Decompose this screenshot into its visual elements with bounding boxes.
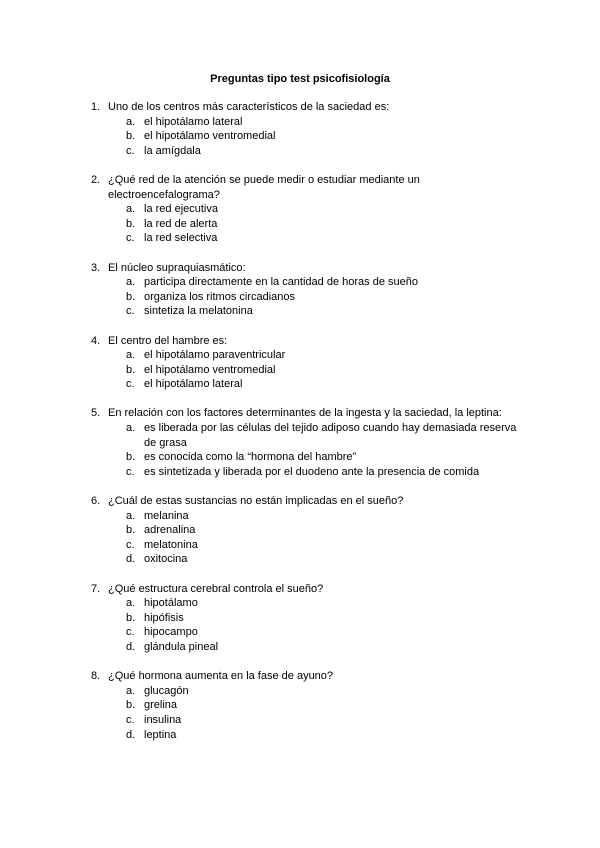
option-text: grelina: [144, 699, 178, 712]
question-text: El núcleo supraquiasmático:: [108, 261, 246, 274]
answer-option: [0, 450, 600, 465]
option-letter: b.: [126, 524, 136, 537]
option-text: hipocampo: [144, 626, 198, 639]
option-text: leptina: [144, 728, 177, 741]
option-text: adrenalina: [144, 524, 196, 537]
option-text: la red selectiva: [144, 232, 218, 245]
option-letter: b.: [126, 290, 136, 303]
option-text: la red ejecutiva: [144, 203, 218, 216]
option-text: insulina: [144, 713, 182, 726]
question-number: 6.: [91, 495, 101, 508]
option-text: el hipotálamo lateral: [144, 115, 243, 128]
question-number: 8.: [91, 670, 101, 683]
question-number: 7.: [91, 582, 101, 595]
option-text: melatonina: [144, 538, 198, 551]
option-letter: c.: [126, 713, 135, 726]
question-5: [0, 406, 600, 479]
option-letter: c.: [126, 465, 135, 478]
answer-option: [0, 421, 600, 450]
question-row: [0, 173, 600, 202]
option-letter: b.: [126, 217, 136, 230]
question-row: [0, 334, 600, 349]
option-letter: b.: [126, 451, 136, 464]
answer-option: [0, 640, 600, 655]
option-letter: a.: [126, 115, 136, 128]
option-letter: c.: [126, 305, 135, 318]
answer-option: [0, 348, 600, 363]
question-text: ¿Qué red de la atención se puede medir o estudiar mediante un electroencefalograma?: [108, 173, 420, 201]
option-text: hipotálamo: [144, 597, 198, 610]
question-text: ¿Qué estructura cerebral controla el sueño?: [108, 582, 324, 595]
option-letter: a.: [126, 276, 136, 289]
answer-option: [0, 217, 600, 232]
page-title: Preguntas tipo test psicofisiología: [210, 73, 390, 85]
option-text: glándula pineal: [144, 640, 219, 653]
question-text: El centro del hambre es:: [108, 334, 228, 347]
answer-option: [0, 202, 600, 217]
option-text: sintetiza la melatonina: [144, 305, 253, 318]
answer-option: [0, 713, 600, 728]
answer-option: [0, 523, 600, 538]
option-letter: c.: [126, 626, 135, 639]
question-row: [0, 100, 600, 115]
option-text: el hipotálamo ventromedial: [144, 363, 276, 376]
answer-option: [0, 552, 600, 567]
question-1: [0, 100, 600, 158]
option-letter: b.: [126, 130, 136, 143]
option-letter: d.: [126, 553, 136, 566]
question-6: [0, 494, 600, 567]
option-text: participa directamente en la cantidad de horas de sueño: [144, 276, 418, 289]
option-letter: a.: [126, 597, 136, 610]
option-letter: c.: [126, 538, 135, 551]
option-letter: a.: [126, 203, 136, 216]
answer-option: [0, 304, 600, 319]
option-text: el hipotálamo ventromedial: [144, 130, 276, 143]
answer-option: [0, 275, 600, 290]
answer-option: [0, 115, 600, 130]
option-letter: b.: [126, 699, 136, 712]
option-text: organiza los ritmos circadianos: [144, 290, 296, 303]
question-7: [0, 582, 600, 655]
option-letter: c.: [126, 232, 135, 245]
answer-option: [0, 290, 600, 305]
option-letter: a.: [126, 422, 136, 435]
question-text: En relación con los factores determinantes de la ingesta y la saciedad, la leptina:: [108, 407, 502, 420]
option-text: oxitocina: [144, 553, 188, 566]
option-letter: d.: [126, 728, 136, 741]
question-text: ¿Cuál de estas sustancias no están implicadas en el sueño?: [108, 495, 404, 508]
answer-option: [0, 625, 600, 640]
answer-option: [0, 596, 600, 611]
option-letter: b.: [126, 611, 136, 624]
answer-option: [0, 611, 600, 626]
answer-option: [0, 377, 600, 392]
question-text: Uno de los centros más característicos de la saciedad es:: [108, 101, 390, 113]
answer-option: [0, 698, 600, 713]
option-letter: d.: [126, 640, 136, 653]
option-text: el hipotálamo paraventricular: [144, 349, 286, 362]
answer-option: [0, 465, 600, 480]
question-4: [0, 334, 600, 392]
question-text: ¿Qué hormona aumenta en la fase de ayuno?: [108, 670, 334, 683]
question-row: [0, 669, 600, 684]
question-list: [0, 100, 600, 757]
option-letter: c.: [126, 378, 135, 391]
question-row: [0, 582, 600, 597]
question-row: [0, 261, 600, 276]
question-number: 1.: [91, 101, 101, 113]
question-row: [0, 494, 600, 509]
option-letter: a.: [126, 684, 136, 697]
option-text: es sintetizada y liberada por el duodeno ante la presencia de comida: [144, 465, 480, 478]
question-row: [0, 406, 600, 421]
option-letter: c.: [126, 144, 135, 157]
option-text: es conocida como la “hormona del hambre”: [144, 451, 357, 464]
question-3: [0, 261, 600, 319]
option-letter: b.: [126, 363, 136, 376]
option-letter: a.: [126, 509, 136, 522]
option-letter: a.: [126, 349, 136, 362]
answer-option: [0, 509, 600, 524]
answer-option: [0, 728, 600, 743]
option-text: la red de alerta: [144, 217, 218, 230]
answer-option: [0, 129, 600, 144]
answer-option: [0, 231, 600, 246]
option-text: el hipotálamo lateral: [144, 378, 243, 391]
answer-option: [0, 144, 600, 159]
answer-option: [0, 363, 600, 378]
answer-option: [0, 538, 600, 553]
option-text: glucagón: [144, 684, 189, 697]
option-text: hipófisis: [144, 611, 184, 624]
question-number: 5.: [91, 407, 101, 420]
question-2: [0, 173, 600, 246]
option-text: la amígdala: [144, 144, 201, 157]
question-number: 4.: [91, 334, 101, 347]
answer-option: [0, 684, 600, 699]
option-text: es liberada por las células del tejido adiposo cuando hay demasiada reserva de grasa: [144, 422, 517, 449]
question-number: 3.: [91, 261, 101, 274]
question-number: 2.: [91, 173, 101, 186]
question-8: [0, 669, 600, 742]
option-text: melanina: [144, 509, 189, 522]
